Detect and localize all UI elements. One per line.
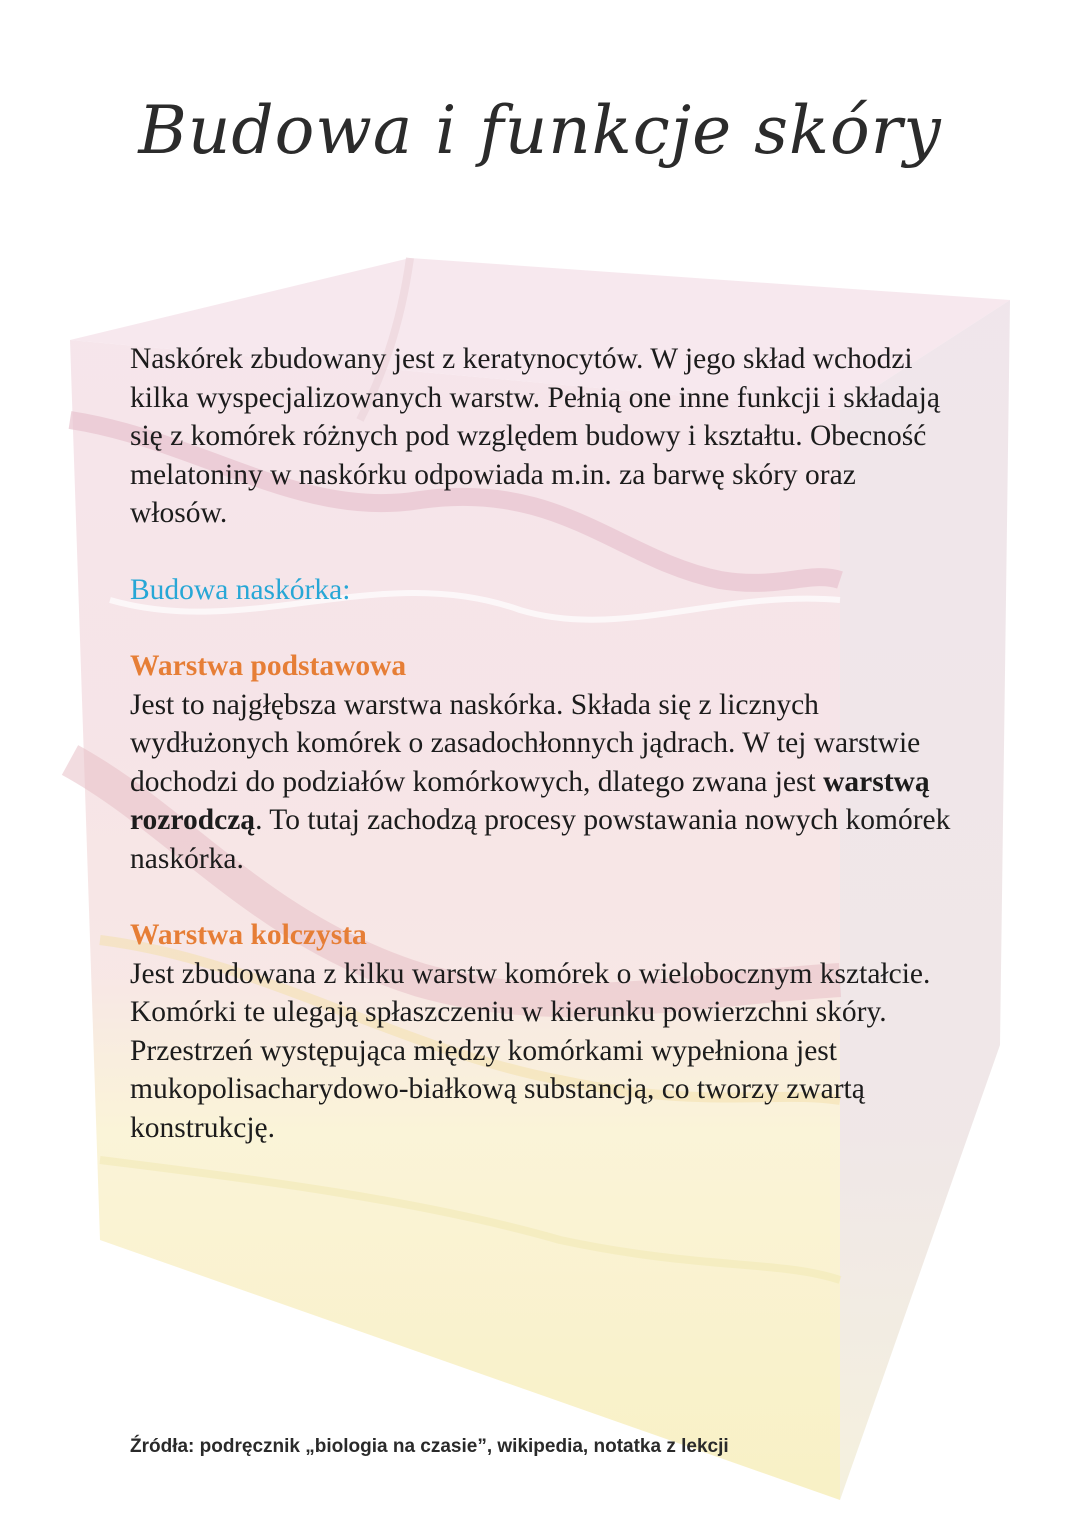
- page-title: Budowa i funkcje skóry: [138, 92, 942, 169]
- bold-term: warstwą rozrodczą: [130, 765, 930, 836]
- section-text-part: Jest to najgłębsza warstwa naskórka. Składa się z licznych wydłużonych komórek o zasadochłonnych jądrach. W tej warstwie dochodzi do podziałów komórkowych, dlatego zwana jest: [130, 688, 921, 798]
- subheading-epidermis-structure: Budowa naskórka:: [130, 573, 351, 606]
- sources-footnote: Źródła: podręcznik „biologia na czasie”, wikipedia, notatka z lekcji: [130, 1436, 729, 1457]
- section-text-part: . To tutaj zachodzą procesy powstawania nowych komórek naskórka.: [130, 804, 951, 875]
- section-text: Jest zbudowana z kilku warstw komórek o wielobocznym kształcie. Komórki te ulegają spłaszczeniu w kierunku powierzchni skóry. Przestrzeń występująca między komórkami wypełniona jest mukopolisacharydowo-białkową substancją, co tworzy zwartą konstrukcję.: [130, 957, 931, 1144]
- section-spinous-layer: [130, 916, 960, 1147]
- section-text: [130, 686, 960, 879]
- section-title: Warstwa podstawowa: [130, 650, 407, 682]
- section-title: Warstwa kolczysta: [130, 919, 367, 951]
- content: [130, 340, 960, 1185]
- intro-paragraph: Naskórek zbudowany jest z keratynocytów. W jego skład wchodzi kilka wyspecjalizowanych warstw. Pełnią one inne funkcji i składają się z komórek różnych pod względem budowy i kształtu. Obecność melatoniny w naskórku odpowiada m.in. za barwę skóry oraz włosów.: [130, 343, 940, 529]
- section-basal-layer: [130, 647, 960, 878]
